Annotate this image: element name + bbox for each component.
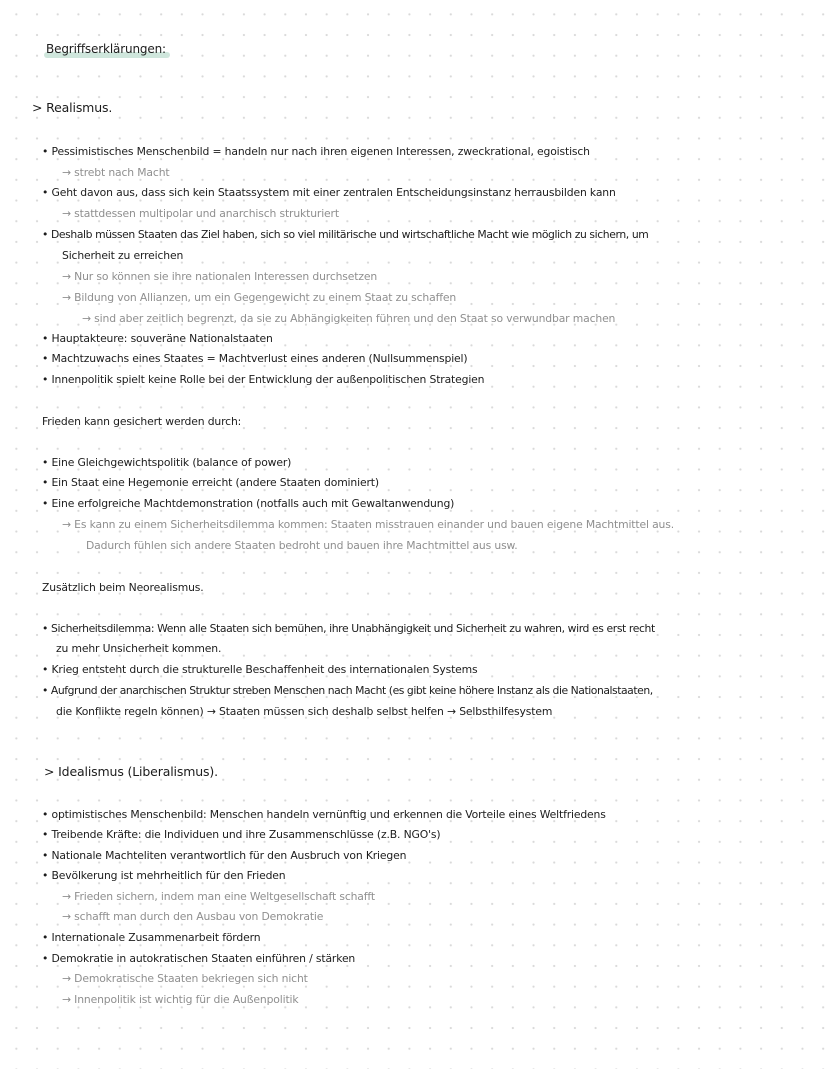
list-item: • Eine erfolgreiche Machtdemonstration (notfalls auch mit Gewaltanwendung): [42, 497, 455, 510]
list-item-continuation: zu mehr Unsicherheit kommen.: [56, 642, 222, 655]
list-item: • Innenpolitik spielt keine Rolle bei der Entwicklung der außenpolitischen Strategien: [42, 373, 485, 386]
list-item-continuation: Sicherheit zu erreichen: [62, 249, 184, 262]
heading-idealismus: > Idealismus (Liberalismus).: [44, 764, 218, 779]
list-item: • Eine Gleichgewichtspolitik (balance of power): [42, 456, 292, 469]
list-subitem: → schafft man durch den Ausbau von Demokratie: [62, 910, 324, 923]
list-item: • Nationale Machteliten verantwortlich für den Ausbruch von Kriegen: [42, 849, 407, 862]
list-subitem: → sind aber zeitlich begrenzt, da sie zu Abhängigkeiten führen und den Staat so verwundbar machen: [82, 312, 616, 325]
list-subitem: → Demokratische Staaten bekriegen sich nicht: [62, 972, 308, 985]
list-item: • Sicherheitsdilemma: Wenn alle Staaten sich bemühen, ihre Unabhängigkeit und Sicherheit zu wahren, wird es erst recht: [42, 622, 655, 635]
list-item: • Hauptakteure: souveräne Nationalstaaten: [42, 332, 273, 345]
list-item: • Pessimistisches Menschenbild = handeln nur nach ihren eigenen Interessen, zweckrational, egoistisch: [42, 145, 590, 158]
list-item: • Geht davon aus, dass sich kein Staatssystem mit einer zentralen Entscheidungsinstanz herrausbilden kann: [42, 186, 616, 199]
list-item-continuation: die Konflikte regeln können) → Staaten müssen sich deshalb selbst helfen → Selbsthilfesystem: [56, 705, 553, 718]
list-item: • Treibende Kräfte: die Individuen und ihre Zusammenschlüsse (z.B. NGO's): [42, 828, 441, 841]
list-subitem: → strebt nach Macht: [62, 166, 170, 179]
page-title: Begriffserklärungen:: [46, 42, 166, 56]
list-item: • Krieg entsteht durch die strukturelle Beschaffenheit des internationalen Systems: [42, 663, 478, 676]
list-item: • Aufgrund der anarchischen Struktur streben Menschen nach Macht (es gibt keine höhere Instanz als die Nationalstaaten,: [42, 684, 653, 697]
list-subitem: → Frieden sichern, indem man eine Weltgesellschaft schafft: [62, 890, 375, 903]
section-intro: Frieden kann gesichert werden durch:: [42, 415, 242, 428]
list-item: • Bevölkerung ist mehrheitlich für den Frieden: [42, 869, 286, 882]
list-subitem: → Bildung von Allianzen, um ein Gegengewicht zu einem Staat zu schaffen: [62, 291, 457, 304]
heading-realismus: > Realismus.: [32, 100, 113, 115]
list-item: • Machtzuwachs eines Staates = Machtverlust eines anderen (Nullsummenspiel): [42, 352, 468, 365]
list-subitem: → Es kann zu einem Sicherheitsdilemma kommen: Staaten misstrauen einander und bauen eigene Machtmittel aus.: [62, 518, 675, 531]
list-item: • Demokratie in autokratischen Staaten einführen / stärken: [42, 952, 356, 965]
list-subitem: → Nur so können sie ihre nationalen Interessen durchsetzen: [62, 270, 378, 283]
section-intro: Zusätzlich beim Neorealismus.: [42, 581, 204, 594]
list-subitem: → stattdessen multipolar und anarchisch strukturiert: [62, 207, 339, 220]
list-subitem-continuation: Dadurch fühlen sich andere Staaten bedroht und bauen ihre Machtmittel aus usw.: [86, 539, 518, 552]
list-item: • Internationale Zusammenarbeit fördern: [42, 931, 261, 944]
list-item: • Ein Staat eine Hegemonie erreicht (andere Staaten dominiert): [42, 476, 379, 489]
list-item: • optimistisches Menschenbild: Menschen handeln vernünftig und erkennen die Vorteile eines Weltfriedens: [42, 808, 606, 821]
list-item: • Deshalb müssen Staaten das Ziel haben, sich so viel militärische und wirtschaftliche Macht wie möglich zu sichern, um: [42, 228, 649, 241]
list-subitem: → Innenpolitik ist wichtig für die Außenpolitik: [62, 993, 299, 1006]
